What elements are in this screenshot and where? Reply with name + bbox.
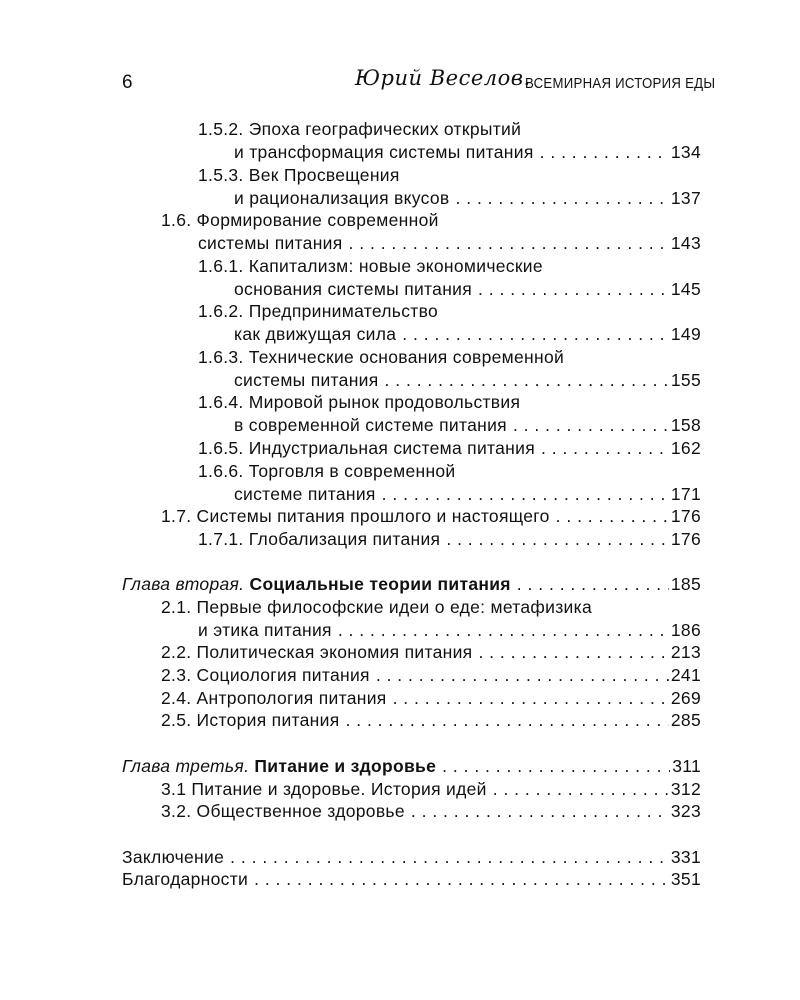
toc-page-number: 269: [670, 688, 701, 708]
toc-leader: [402, 323, 669, 346]
toc-page-number: 323: [670, 801, 701, 821]
toc-entry-title: 1.6.5. Индустриальная система питания: [198, 438, 535, 458]
chapter-label: Глава вторая.: [122, 574, 245, 594]
toc-page-number: 155: [670, 370, 701, 390]
toc-leader: [493, 778, 669, 801]
toc-entry[interactable]: [198, 437, 701, 460]
toc-leader: [478, 641, 668, 664]
toc-entry[interactable]: [198, 528, 701, 551]
toc-entry-title: системы питания: [198, 233, 343, 253]
toc-entry-title: 2.4. Антропология питания: [161, 688, 387, 708]
toc-entry[interactable]: [161, 778, 701, 801]
toc-page-number: 186: [670, 620, 701, 640]
toc-page-number: 331: [670, 847, 701, 867]
toc-entry-title: Заключение: [122, 847, 225, 867]
toc-entry[interactable]: [161, 664, 701, 687]
toc-entry-title: 1.7. Системы питания прошлого и настоящего: [161, 506, 550, 526]
toc-page-number: 149: [670, 324, 701, 344]
toc-leader: [230, 846, 669, 869]
toc-leader: [478, 278, 669, 301]
author-signature: Юрий Веселов.: [355, 66, 531, 90]
toc-entry-title[interactable]: 1.6.3. Технические основания современной: [198, 347, 565, 367]
toc-page-number: 351: [670, 869, 701, 889]
toc-page-number: 137: [670, 188, 701, 208]
toc-entry-title[interactable]: 1.6.6. Торговля в современной: [198, 461, 456, 481]
chapter-title: Питание и здоровье: [254, 756, 437, 776]
toc-entry-title: 1.7.1. Глобализация питания: [198, 529, 441, 549]
toc-entry[interactable]: [161, 505, 701, 528]
toc-page-number: 213: [670, 642, 701, 662]
toc-entry-title[interactable]: 1.5.2. Эпоха географических открытий: [198, 119, 522, 139]
toc-page-number: 145: [670, 279, 701, 299]
toc-entry-title: в современной системе питания: [234, 415, 507, 435]
toc-entry[interactable]: [122, 846, 701, 869]
toc-page-number: 134: [670, 142, 701, 162]
toc-entry-title: 2.5. История питания: [161, 710, 340, 730]
toc-page-number: 162: [670, 438, 701, 458]
toc-entry-title: и трансформация системы питания: [234, 142, 534, 162]
toc-leader: [556, 505, 669, 528]
toc-leader: [349, 232, 669, 255]
toc-entry-title: системе питания: [234, 484, 376, 504]
toc-entry-title: как движущая сила: [234, 324, 397, 344]
toc-entry-title: и этика питания: [198, 620, 332, 640]
toc-page-number: 285: [670, 710, 701, 730]
toc-entry[interactable]: [234, 323, 701, 346]
toc-leader: [540, 141, 669, 164]
toc-entry-title: 2.2. Политическая экономия питания: [161, 642, 473, 662]
toc-entry[interactable]: [234, 141, 701, 164]
toc-leader: [411, 800, 669, 823]
page-header: [0, 0, 800, 110]
toc-chapter-entry[interactable]: [122, 755, 701, 778]
chapter-title: Социальные теории питания: [249, 574, 511, 594]
toc-chapter-entry[interactable]: [122, 573, 701, 596]
toc-entry[interactable]: [161, 800, 701, 823]
toc-entry-title[interactable]: 1.6.2. Предпринимательство: [198, 301, 439, 321]
toc-page-number: 176: [670, 529, 701, 549]
toc-entry-title: 3.1 Питание и здоровье. История идей: [161, 779, 487, 799]
toc-entry-title: 3.2. Общественное здоровье: [161, 801, 405, 821]
toc-entry[interactable]: [234, 278, 701, 301]
toc-entry-title[interactable]: 1.5.3. Век Просвещения: [198, 165, 400, 185]
toc-page-number: 171: [670, 484, 701, 504]
toc-entry-title: и рационализация вкусов: [234, 188, 450, 208]
toc-page-number: 158: [670, 415, 701, 435]
toc-entry[interactable]: [161, 641, 701, 664]
toc-entry[interactable]: [234, 369, 701, 392]
chapter-label: Глава третья.: [122, 756, 250, 776]
toc-leader: [346, 709, 669, 732]
toc-entry-title: основания системы питания: [234, 279, 473, 299]
page-number: 6: [122, 72, 133, 93]
toc-entry[interactable]: [234, 414, 701, 437]
toc-leader: [338, 619, 669, 642]
toc-leader: [442, 755, 670, 778]
toc-page-number: 241: [670, 665, 701, 685]
toc-entry[interactable]: [234, 187, 701, 210]
toc-entry[interactable]: [161, 709, 701, 732]
toc-leader: [382, 483, 669, 506]
toc-entry-title[interactable]: 2.1. Первые философские идеи о еде: метафизика: [161, 597, 592, 617]
toc-page-number: 143: [670, 233, 701, 253]
toc-leader: [376, 664, 669, 687]
toc-page-number: 312: [670, 779, 701, 799]
toc-entry-title: системы питания: [234, 370, 379, 390]
toc-entry[interactable]: [122, 868, 701, 891]
toc-leader: [541, 437, 669, 460]
toc-entry[interactable]: [198, 232, 701, 255]
toc-page-number: 176: [670, 506, 701, 526]
toc-entry-title[interactable]: 1.6. Формирование современной: [161, 210, 439, 230]
toc-entry[interactable]: [234, 483, 701, 506]
toc-page-number: 185: [670, 574, 701, 594]
toc-leader: [446, 528, 669, 551]
toc-leader: [456, 187, 669, 210]
running-title: ВСЕМИРНАЯ ИСТОРИЯ ЕДЫ: [525, 75, 716, 92]
toc-entry[interactable]: [161, 687, 701, 710]
toc-leader: [385, 369, 669, 392]
toc-entry-title: Благодарности: [122, 869, 249, 889]
toc-entry-title[interactable]: 1.6.4. Мировой рынок продовольствия: [198, 392, 521, 412]
toc-entry-title: 2.3. Социология питания: [161, 665, 370, 685]
toc-leader: [513, 414, 669, 437]
toc-leader: [254, 868, 669, 891]
toc-page-number: 311: [672, 756, 701, 776]
toc-entry-title[interactable]: 1.6.1. Капитализм: новые экономические: [198, 256, 543, 276]
toc-entry[interactable]: [198, 619, 701, 642]
toc-leader: [393, 687, 669, 710]
toc-leader: [517, 573, 669, 596]
